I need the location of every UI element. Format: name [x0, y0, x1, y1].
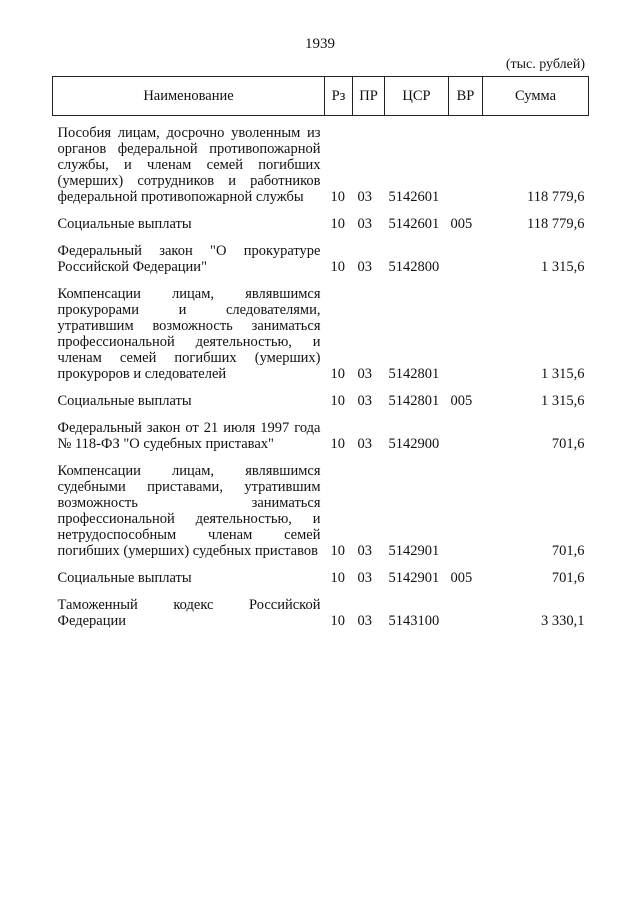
table-header [53, 77, 589, 116]
row-name: Федеральный закон "О прокуратуре Российской Федерации" [57, 243, 321, 275]
table-row [53, 243, 589, 275]
row-pr: 03 [357, 613, 372, 629]
row-name: Компенсации лицам, являвшимся прокурорами и следователями, утратившим возможность заниматься профессиональной деятельностью, и членам семей погибших (умерших) прокуроров и следователей [57, 286, 321, 382]
row-vr [449, 286, 483, 382]
row-pr: 03 [357, 436, 372, 452]
row-vr [449, 243, 483, 275]
row-sum: 701,6 [551, 436, 585, 452]
row-pr: 03 [357, 259, 372, 275]
row-csr: 5142801 [388, 393, 440, 409]
row-csr: 5142601 [388, 189, 440, 205]
row-sum: 1 315,6 [541, 366, 585, 382]
row-vr [449, 597, 483, 629]
row-csr: 5142900 [388, 436, 440, 452]
row-vr: 005 [450, 393, 473, 409]
row-rz: 10 [330, 613, 345, 629]
row-sum: 3 330,1 [541, 613, 585, 629]
row-rz: 10 [330, 366, 345, 382]
row-pr: 03 [357, 216, 372, 232]
row-name: Компенсации лицам, являвшимся судебными приставами, утратившим возможность заниматься профессиональной деятельностью, и нетрудоспособным членам семей погибших (умерших) судебных приставов [57, 463, 321, 559]
units-label: (тыс. рублей) [505, 57, 585, 72]
table-row [53, 393, 589, 409]
row-name: Федеральный закон от 21 июля 1997 года № 118-ФЗ "О судебных приставах" [57, 420, 321, 452]
row-csr: 5142901 [388, 570, 440, 586]
row-vr: 005 [450, 216, 473, 232]
row-rz: 10 [330, 393, 345, 409]
row-vr: 005 [450, 570, 473, 586]
row-name: Социальные выплаты [57, 570, 192, 586]
row-csr: 5142800 [388, 259, 440, 275]
row-pr: 03 [357, 366, 372, 382]
row-pr: 03 [357, 570, 372, 586]
header-vr: ВР [449, 77, 483, 116]
header-sum: Сумма [483, 77, 589, 116]
table-row [53, 125, 589, 205]
row-sum: 118 779,6 [527, 189, 585, 205]
budget-table [52, 76, 589, 629]
row-vr [449, 420, 483, 452]
header-pr: ПР [353, 77, 385, 116]
table-row [53, 463, 589, 559]
row-sum: 118 779,6 [527, 216, 585, 232]
row-sum: 1 315,6 [541, 393, 585, 409]
row-name: Таможенный кодекс Российской Федерации [57, 597, 321, 629]
row-csr: 5142601 [388, 216, 440, 232]
header-name: Наименование [53, 77, 325, 116]
row-pr: 03 [357, 393, 372, 409]
header-rz: Рз [325, 77, 353, 116]
row-rz: 10 [330, 436, 345, 452]
row-rz: 10 [330, 543, 345, 559]
row-vr [449, 463, 483, 559]
table-row [53, 216, 589, 232]
row-csr: 5142801 [388, 366, 440, 382]
table-row [53, 286, 589, 382]
row-vr [449, 125, 483, 205]
row-rz: 10 [330, 216, 345, 232]
row-csr: 5143100 [388, 613, 440, 629]
table-row [53, 420, 589, 452]
row-sum: 701,6 [551, 570, 585, 586]
row-name: Социальные выплаты [57, 216, 192, 232]
row-pr: 03 [357, 189, 372, 205]
row-rz: 10 [330, 189, 345, 205]
row-sum: 701,6 [551, 543, 585, 559]
table-row [53, 570, 589, 586]
row-sum: 1 315,6 [541, 259, 585, 275]
page-number: 1939 [305, 36, 335, 52]
row-name: Пособия лицам, досрочно уволенным из органов федеральной противопожарной службы, и членам семей погибших (умерших) сотрудников и работников федеральной противопожарной службы [57, 125, 321, 205]
row-rz: 10 [330, 570, 345, 586]
row-rz: 10 [330, 259, 345, 275]
table-row [53, 597, 589, 629]
header-csr: ЦСР [385, 77, 449, 116]
row-pr: 03 [357, 543, 372, 559]
row-name: Социальные выплаты [57, 393, 192, 409]
row-csr: 5142901 [388, 543, 440, 559]
